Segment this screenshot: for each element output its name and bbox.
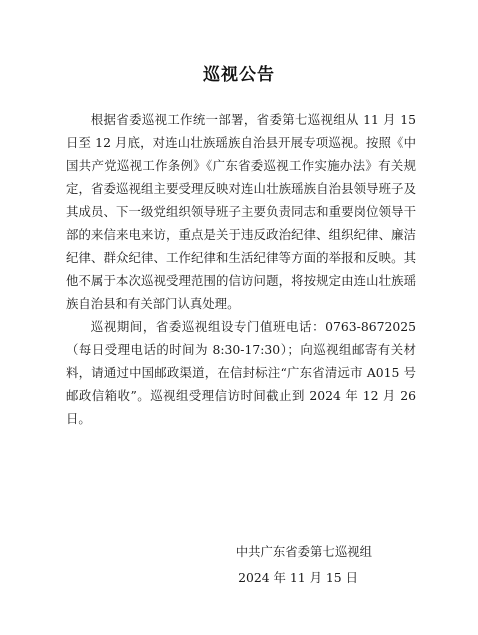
paragraph-scope: 根据省委巡视工作统一部署，省委第七巡视组从 11 月 15 日至 12 月底，对连山壮族瑶族自治县开展专项巡视。按照《中国共产党巡视工作条例》《广东省委巡视工作实施办法》有关规定，省委巡视组主要受理反映对连山壮族瑶族自治县领导班子及其成员、下一级党组织领导班子主要负责同志和重要岗位领导干部的来信来电来访，重点是关于违反政治纪律、组织纪律、廉洁纪律、群众纪律、工作纪律和生活纪律等方面的举报和反映。其他不属于本次巡视受理范围的信访问题，将按规定由连山壮族瑶族自治县和有关部门认真处理。 (66, 112, 416, 311)
page-title: 巡视公告 (203, 65, 275, 85)
paragraph-contact: 巡视期间，省委巡视组设专门值班电话：0763-8672025（每日受理电话的时间为 8:30-17:30）；向巡视组邮寄有关材料，请通过中国邮政渠道，在信封标注“广东省清远市 A015 号邮政信箱收”。巡视组受理信访时间截止到 2024 年 12 月 26 日。 (66, 319, 416, 426)
announcement-body (66, 108, 416, 430)
signature-date: 2024 年 11 月 15 日 (238, 570, 358, 585)
signature-organization: 中共广东省委第七巡视组 (235, 544, 372, 559)
